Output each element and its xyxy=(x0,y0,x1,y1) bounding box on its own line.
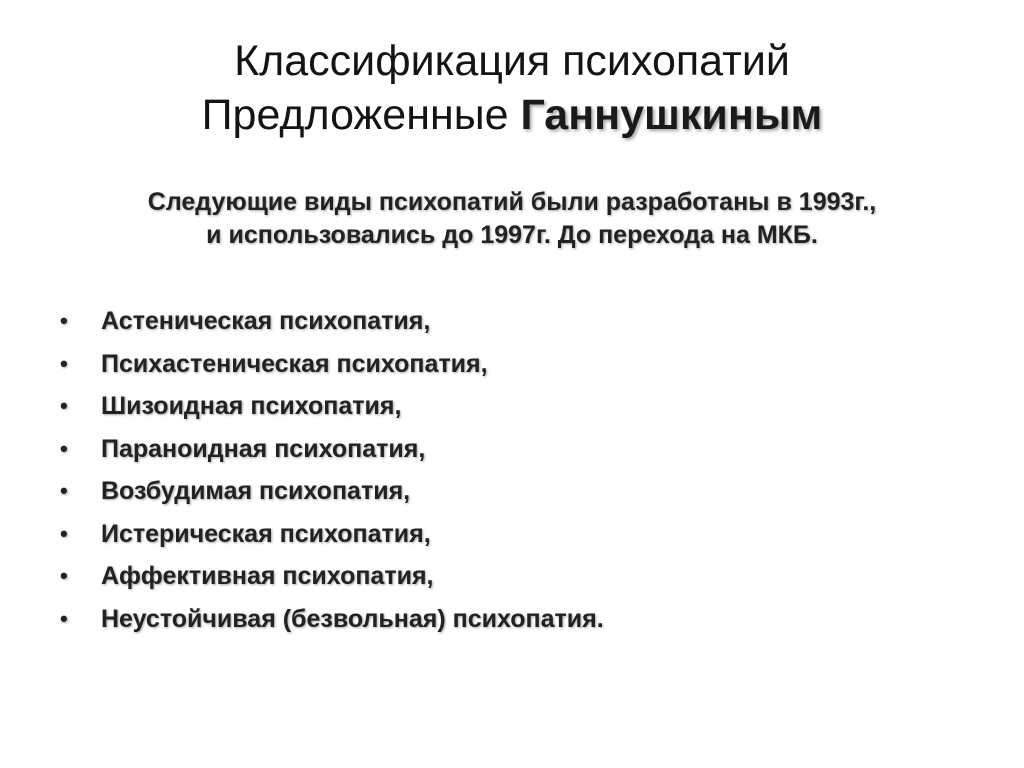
list-item xyxy=(60,428,960,471)
list-item xyxy=(60,555,960,598)
list-item-text: Шизоидная психопатия, xyxy=(101,392,402,420)
psychopathy-type-list xyxy=(60,300,960,640)
bullet-icon: • xyxy=(60,350,68,376)
subtitle-line-2: и использовались до 1997г. До перехода на МКБ. xyxy=(206,221,818,249)
title-author-name: Ганнушкиным xyxy=(520,91,823,139)
bullet-icon: • xyxy=(60,478,68,503)
bullet-icon: • xyxy=(60,563,68,588)
slide-title xyxy=(60,34,964,142)
bullet-icon: • xyxy=(60,308,68,333)
list-item-text: Истерическая психопатия, xyxy=(101,519,431,548)
list-item-text: Параноидная психопатия, xyxy=(101,434,426,463)
list-item xyxy=(60,343,960,386)
slide-subtitle xyxy=(40,186,984,252)
bullet-icon: • xyxy=(60,520,68,546)
list-item-text: Возбудимая психопатия, xyxy=(101,477,411,505)
list-item xyxy=(60,598,960,641)
list-item-text: Психастеническая психопатия, xyxy=(101,349,488,378)
bullet-icon: • xyxy=(60,393,68,418)
list-item xyxy=(60,385,960,428)
title-line-2-prefix: Предложенные xyxy=(201,91,521,139)
list-item xyxy=(60,513,960,556)
list-item xyxy=(60,300,960,343)
subtitle-line-1: Следующие виды психопатий были разработаны в 1993г., xyxy=(147,188,877,216)
bullet-icon: • xyxy=(60,605,68,631)
list-item-text: Неустойчивая (безвольная) психопатия. xyxy=(101,604,604,633)
title-line-1: Классификация психопатий xyxy=(234,37,790,85)
bullet-icon: • xyxy=(60,435,68,461)
list-item-text: Астеническая психопатия, xyxy=(101,307,431,335)
list-item xyxy=(60,470,960,513)
list-item-text: Аффективная психопатия, xyxy=(101,562,434,590)
title-line-2 xyxy=(60,88,964,142)
